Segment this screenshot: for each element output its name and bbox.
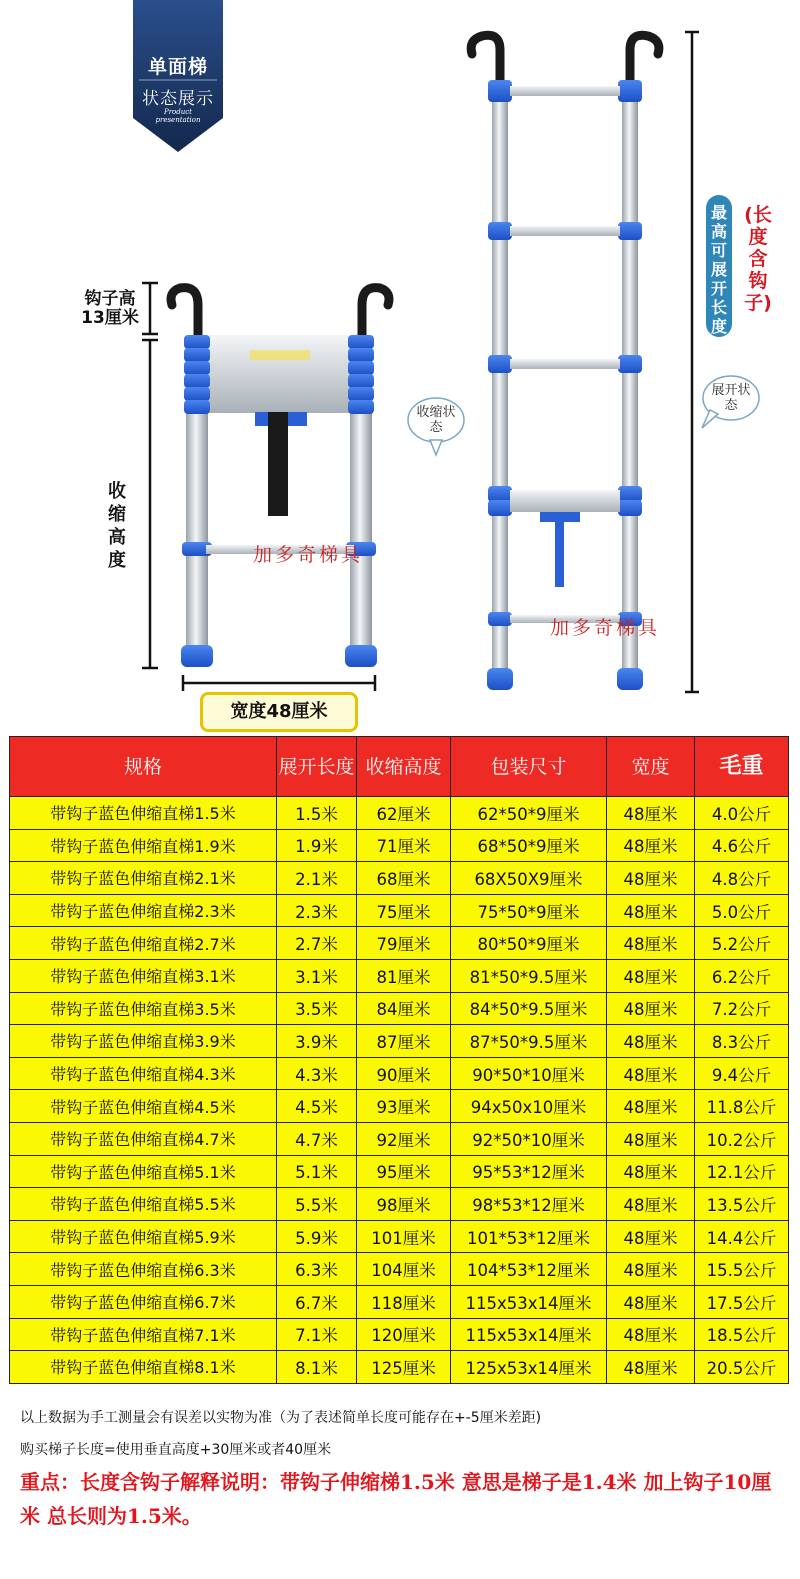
folded-height-cell: 79厘米 — [357, 927, 451, 960]
width-cell: 48厘米 — [607, 992, 695, 1025]
banner-english-2: presentation — [155, 116, 201, 124]
package-size-cell: 115x53x14厘米 — [451, 1285, 607, 1318]
package-size-cell: 98*53*12厘米 — [451, 1188, 607, 1221]
key-point-note: 重点：长度含钩子解释说明：带钩子伸缩梯1.5米 意思是梯子是1.4米 加上钩子10厘米 总长则为1.5米。 — [20, 1470, 772, 1528]
table-row — [10, 1351, 789, 1384]
folded-state-text: 收缩状态 — [416, 405, 456, 435]
table-row — [10, 1220, 789, 1253]
extended-state-text: 展开状态 — [711, 383, 751, 413]
table-row — [10, 1025, 789, 1058]
hook-height-label-1: 钩子高 — [84, 289, 136, 309]
table-row — [10, 992, 789, 1025]
folded-height-cell: 98厘米 — [357, 1188, 451, 1221]
spec-cell: 带钩子蓝色伸缩直梯4.7米 — [10, 1122, 277, 1155]
package-size-cell: 81*50*9.5厘米 — [451, 959, 607, 992]
width-cell: 48厘米 — [607, 1351, 695, 1384]
extended-length-cell: 4.7米 — [277, 1122, 357, 1155]
weight-cell: 9.4公斤 — [695, 1057, 789, 1090]
banner-title: 单面梯 — [147, 56, 208, 78]
extended-length-cell: 5.5米 — [277, 1188, 357, 1221]
spec-cell: 带钩子蓝色伸缩直梯2.3米 — [10, 894, 277, 927]
spec-cell: 带钩子蓝色伸缩直梯2.1米 — [10, 862, 277, 895]
table-row — [10, 1122, 789, 1155]
spec-cell: 带钩子蓝色伸缩直梯5.1米 — [10, 1155, 277, 1188]
max-length-dimension — [685, 32, 699, 692]
width-cell: 48厘米 — [607, 1122, 695, 1155]
spec-table — [9, 736, 789, 1384]
folded-height-dimension — [142, 340, 158, 668]
package-size-cell: 90*50*10厘米 — [451, 1057, 607, 1090]
spec-cell: 带钩子蓝色伸缩直梯3.9米 — [10, 1025, 277, 1058]
width-cell: 48厘米 — [607, 1285, 695, 1318]
table-row — [10, 1188, 789, 1221]
folded-height-cell: 75厘米 — [357, 894, 451, 927]
spec-cell: 带钩子蓝色伸缩直梯8.1米 — [10, 1351, 277, 1384]
extended-length-cell: 3.1米 — [277, 959, 357, 992]
weight-cell: 6.2公斤 — [695, 959, 789, 992]
weight-cell: 18.5公斤 — [695, 1318, 789, 1351]
package-size-cell: 62*50*9厘米 — [451, 797, 607, 830]
width-cell: 48厘米 — [607, 927, 695, 960]
width-cell: 48厘米 — [607, 1025, 695, 1058]
weight-cell: 8.3公斤 — [695, 1025, 789, 1058]
spec-cell: 带钩子蓝色伸缩直梯7.1米 — [10, 1318, 277, 1351]
package-size-cell: 68*50*9厘米 — [451, 829, 607, 862]
extended-length-cell: 8.1米 — [277, 1351, 357, 1384]
table-body — [10, 797, 789, 1384]
extended-length-cell: 3.9米 — [277, 1025, 357, 1058]
weight-cell: 14.4公斤 — [695, 1220, 789, 1253]
table-row — [10, 1057, 789, 1090]
hook-height-label-2: 13厘米 — [81, 308, 139, 328]
header-package-size: 包装尺寸 — [451, 737, 607, 797]
watermark-folded: 加多奇梯具 — [253, 544, 364, 566]
folded-height-cell: 120厘米 — [357, 1318, 451, 1351]
max-length-label: 最高可展开长度 — [706, 195, 732, 337]
ladder-illustration — [0, 0, 800, 736]
folded-height-cell: 71厘米 — [357, 829, 451, 862]
extended-length-cell: 5.1米 — [277, 1155, 357, 1188]
folded-height-cell: 84厘米 — [357, 992, 451, 1025]
extended-length-cell: 5.9米 — [277, 1220, 357, 1253]
extended-length-cell: 4.5米 — [277, 1090, 357, 1123]
table-row — [10, 829, 789, 862]
weight-cell: 10.2公斤 — [695, 1122, 789, 1155]
package-size-cell: 101*53*12厘米 — [451, 1220, 607, 1253]
extended-length-cell: 1.5米 — [277, 797, 357, 830]
table-row — [10, 927, 789, 960]
width-label: 宽度48厘米 — [200, 692, 358, 732]
folded-height-cell: 92厘米 — [357, 1122, 451, 1155]
weight-cell: 15.5公斤 — [695, 1253, 789, 1286]
width-cell: 48厘米 — [607, 1220, 695, 1253]
folded-height-cell: 95厘米 — [357, 1155, 451, 1188]
weight-cell: 20.5公斤 — [695, 1351, 789, 1384]
folded-height-cell: 68厘米 — [357, 862, 451, 895]
folded-height-cell: 118厘米 — [357, 1285, 451, 1318]
spec-cell: 带钩子蓝色伸缩直梯1.5米 — [10, 797, 277, 830]
weight-cell: 4.8公斤 — [695, 862, 789, 895]
width-cell: 48厘米 — [607, 1057, 695, 1090]
package-size-cell: 95*53*12厘米 — [451, 1155, 607, 1188]
folded-height-label: 收缩高度 — [108, 481, 126, 571]
header-spec: 规格 — [10, 737, 277, 797]
table-row — [10, 1155, 789, 1188]
measurement-note: 以上数据为手工测量会有误差以实物为准（为了表述简单长度可能存在+-5厘米差距) — [20, 1410, 542, 1426]
width-cell: 48厘米 — [607, 1253, 695, 1286]
table-header-row — [10, 737, 789, 797]
weight-cell: 17.5公斤 — [695, 1285, 789, 1318]
table-row — [10, 1285, 789, 1318]
package-size-cell: 115x53x14厘米 — [451, 1318, 607, 1351]
width-cell: 48厘米 — [607, 797, 695, 830]
extended-length-cell: 6.3米 — [277, 1253, 357, 1286]
width-cell: 48厘米 — [607, 959, 695, 992]
folded-height-cell: 101厘米 — [357, 1220, 451, 1253]
extended-length-cell: 3.5米 — [277, 992, 357, 1025]
width-cell: 48厘米 — [607, 862, 695, 895]
spec-cell: 带钩子蓝色伸缩直梯6.3米 — [10, 1253, 277, 1286]
spec-cell: 带钩子蓝色伸缩直梯4.5米 — [10, 1090, 277, 1123]
package-size-cell: 84*50*9.5厘米 — [451, 992, 607, 1025]
spec-cell: 带钩子蓝色伸缩直梯2.7米 — [10, 927, 277, 960]
folded-ladder — [171, 288, 389, 667]
folded-height-cell: 81厘米 — [357, 959, 451, 992]
table-row — [10, 862, 789, 895]
extended-length-cell: 2.7米 — [277, 927, 357, 960]
weight-cell: 13.5公斤 — [695, 1188, 789, 1221]
extended-length-cell: 4.3米 — [277, 1057, 357, 1090]
extended-length-cell: 2.3米 — [277, 894, 357, 927]
folded-height-cell: 104厘米 — [357, 1253, 451, 1286]
weight-cell: 11.8公斤 — [695, 1090, 789, 1123]
weight-cell: 5.0公斤 — [695, 894, 789, 927]
header-gross-weight: 毛重 — [695, 737, 789, 797]
header-width: 宽度 — [607, 737, 695, 797]
package-size-cell: 80*50*9厘米 — [451, 927, 607, 960]
package-size-cell: 92*50*10厘米 — [451, 1122, 607, 1155]
package-size-cell: 68X50X9厘米 — [451, 862, 607, 895]
purchase-note: 购买梯子长度=使用垂直高度+30厘米或者40厘米 — [20, 1442, 332, 1458]
extended-length-cell: 2.1米 — [277, 862, 357, 895]
weight-cell: 4.0公斤 — [695, 797, 789, 830]
spec-cell: 带钩子蓝色伸缩直梯1.9米 — [10, 829, 277, 862]
extended-length-cell: 6.7米 — [277, 1285, 357, 1318]
package-size-cell: 125x53x14厘米 — [451, 1351, 607, 1384]
header-extended-length: 展开长度 — [277, 737, 357, 797]
width-dimension — [183, 675, 375, 691]
folded-height-cell: 125厘米 — [357, 1351, 451, 1384]
folded-height-cell: 93厘米 — [357, 1090, 451, 1123]
folded-height-cell: 90厘米 — [357, 1057, 451, 1090]
package-size-cell: 75*50*9厘米 — [451, 894, 607, 927]
extended-length-cell: 7.1米 — [277, 1318, 357, 1351]
spec-cell: 带钩子蓝色伸缩直梯5.5米 — [10, 1188, 277, 1221]
table-row — [10, 1090, 789, 1123]
weight-cell: 4.6公斤 — [695, 829, 789, 862]
includes-hook-label: (长度含钩子) — [744, 204, 772, 314]
package-size-cell: 94x50x10厘米 — [451, 1090, 607, 1123]
spec-cell: 带钩子蓝色伸缩直梯5.9米 — [10, 1220, 277, 1253]
table-row — [10, 1318, 789, 1351]
package-size-cell: 104*53*12厘米 — [451, 1253, 607, 1286]
folded-height-cell: 62厘米 — [357, 797, 451, 830]
width-cell: 48厘米 — [607, 1318, 695, 1351]
package-size-cell: 87*50*9.5厘米 — [451, 1025, 607, 1058]
spec-cell: 带钩子蓝色伸缩直梯3.1米 — [10, 959, 277, 992]
header-folded-height: 收缩高度 — [357, 737, 451, 797]
table-row — [10, 894, 789, 927]
table-row — [10, 959, 789, 992]
watermark-extended: 加多奇梯具 — [550, 617, 661, 639]
folded-height-cell: 87厘米 — [357, 1025, 451, 1058]
weight-cell: 7.2公斤 — [695, 992, 789, 1025]
width-cell: 48厘米 — [607, 894, 695, 927]
extended-ladder — [471, 35, 659, 690]
weight-cell: 5.2公斤 — [695, 927, 789, 960]
banner-english-1: Product — [164, 108, 192, 116]
spec-cell: 带钩子蓝色伸缩直梯3.5米 — [10, 992, 277, 1025]
banner-subtitle: 状态展示 — [142, 89, 214, 109]
width-cell: 48厘米 — [607, 829, 695, 862]
table-row — [10, 797, 789, 830]
width-cell: 48厘米 — [607, 1188, 695, 1221]
width-cell: 48厘米 — [607, 1090, 695, 1123]
hook-height-label — [70, 290, 150, 328]
spec-cell: 带钩子蓝色伸缩直梯6.7米 — [10, 1285, 277, 1318]
spec-cell: 带钩子蓝色伸缩直梯4.3米 — [10, 1057, 277, 1090]
weight-cell: 12.1公斤 — [695, 1155, 789, 1188]
width-cell: 48厘米 — [607, 1155, 695, 1188]
table-row — [10, 1253, 789, 1286]
extended-length-cell: 1.9米 — [277, 829, 357, 862]
